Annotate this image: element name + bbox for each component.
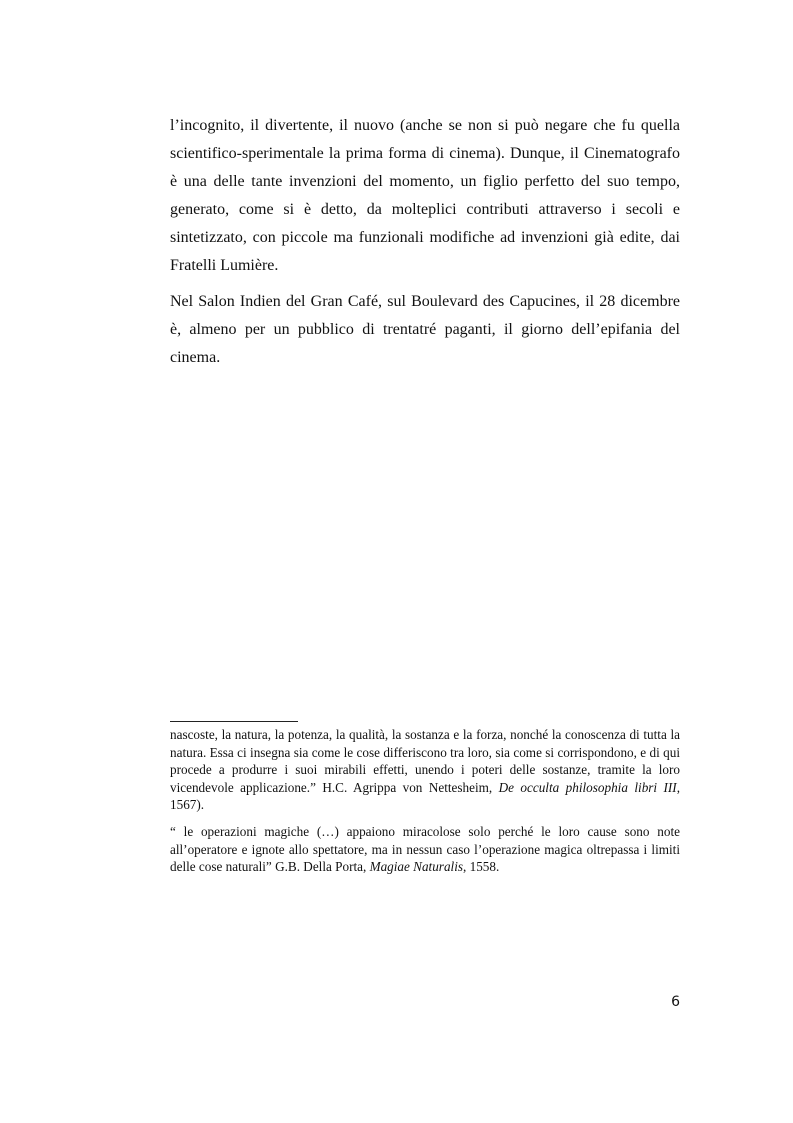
footnote-2-title: Magiae Naturalis: [369, 859, 463, 875]
footnote-1-tail: , 1567).: [170, 779, 680, 813]
footnote-1-title: De occulta philosophia libri III: [498, 779, 677, 795]
body-paragraph-2: Nel Salon Indien del Gran Café, sul Boulevard des Capucines, il 28 dicembre è, almeno per un pubblico di trentatré paganti, il giorno dell’epifania del cinema.: [170, 293, 680, 366]
footnote-1-text: nascoste, la natura, la potenza, la qualità, la sostanza e la forza, nonché la conoscenza di tutta la natura. Essa ci insegna sia come le cose differiscono tra loro, sia come si corrispondono, e di qui procede a produrre i suoi mirabili effetti, unendo i poteri delle sostanze, tramite la loro vicendevole applicazione.” H.C. Agrippa von Nettesheim,: [170, 727, 680, 795]
footnote-separator: [170, 721, 298, 722]
page-number: 6: [671, 994, 680, 1010]
footnote-2: [170, 823, 680, 876]
footnote-2-text: “ le operazioni magiche (…) appaiono miracolose solo perché le loro cause sono note all’operatore e ignote allo spettatore, ma in nessun caso l’operazione magica oltrepassa i limiti delle cose naturali” G.B. Della Porta,: [170, 824, 680, 875]
footnote-2-tail: , 1558.: [463, 859, 500, 875]
body-paragraph-1: l’incognito, il divertente, il nuovo (anche se non si può negare che fu quella scientifico-sperimentale la prima forma di cinema). Dunque, il Cinematografo è una delle tante invenzioni del momento, un figlio perfetto del suo tempo, generato, come si è detto, da molteplici contributi attraverso i secoli e sintetizzato, con piccole ma funzionali modifiche ad invenzioni già edite, dai Fratelli Lumière.: [170, 117, 680, 274]
footnote-1: [170, 726, 680, 814]
